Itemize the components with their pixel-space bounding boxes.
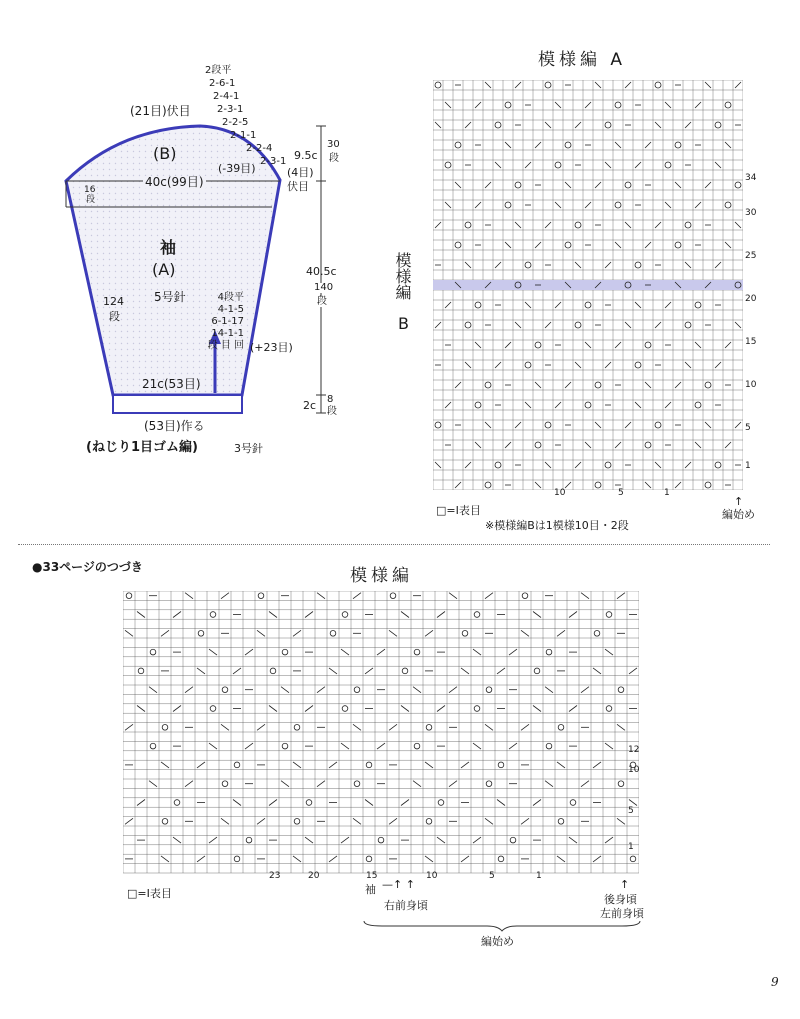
col-number: 20 [308,871,320,881]
body-height-c: 40.5c [306,265,337,278]
highlight-band [433,280,743,290]
cap-height-unit: 段 [329,153,339,164]
page-number: 9 [771,975,779,989]
cap-shaping-6: 2-2-4 [246,143,273,154]
row-number: 5 [745,423,751,433]
right-bindoff: (-39目) [218,162,256,175]
right-bindoff-stitches: (4目) [287,166,314,179]
col-number: 1 [536,871,542,881]
sleeve-name-b: (B) [153,144,177,163]
row-number: 25 [745,251,757,261]
inc-shaping-3: 14-1-1 [211,328,244,339]
row-number: 15 [745,337,757,347]
row-number: 10 [745,380,757,390]
row-number: 30 [745,208,757,218]
body-height-unit: 段 [317,296,327,307]
row-number: 5 [628,806,634,816]
main-legend: □=Ⅰ表目 [127,887,172,900]
cap-shaping-0: 2段平 [205,65,232,76]
top-width: 40c(99目) [145,175,204,189]
inc-shaping-2: 6-1-17 [211,316,244,327]
stitch-symbols [125,593,640,862]
col-number: 5 [618,488,624,498]
chart-a-side-label: 模様編 [393,252,412,300]
increase-shaping [198,292,244,352]
rib-height-unit: 段 [327,406,337,417]
chart-a-start-arrow: ↑ [734,495,744,508]
bottom-width: 21c(53目) [142,377,201,391]
main-chart-svg [123,591,639,875]
rib-height-rows: 8 [327,394,334,405]
cap-shaping-4: 2-2-5 [222,117,249,128]
chart-a-title: 模様編 A [538,50,627,70]
sleeve-name-a: (A) [152,260,176,279]
body-height-rows: 140 [314,282,334,293]
chart-a-note: ※模様編Bは1模様10目・2段 [485,519,629,532]
rib-height-c: 2c [303,399,317,412]
label-right-front: 右前身頃 [384,899,428,912]
row-number: 10 [628,765,640,775]
section-label: ●33ページのつづき [32,560,143,574]
col-number: 15 [366,871,378,881]
inc-shaping-1: 4-1-5 [217,304,244,315]
chart-a-grid [433,80,743,490]
label-back: 後身頃 [604,893,637,906]
label-sleeve-arrows: —↑ ↑ [382,878,415,891]
bindoff-label: 伏目 [287,180,309,193]
rib-needle: 3号針 [234,442,263,455]
rib-band [113,395,242,413]
main-chart-title: 模様編 [350,566,413,586]
sleeve-diagram [0,0,400,470]
inc-shaping-0: 4段平 [217,292,244,303]
cast-on: (53目)作る [144,419,205,433]
col-number: 23 [269,871,281,881]
cap-height-c: 9.5c [294,149,318,162]
chart-a-legend: □=Ⅰ表目 [436,504,481,517]
chart-a-svg [433,80,743,490]
cap-shaping-5: 2-1-1 [230,130,257,141]
col-number: 10 [426,871,438,881]
col-number: 10 [554,488,566,498]
row-number: 20 [745,294,757,304]
sleeve-name-kanji: 袖 [160,238,177,257]
label-left-front: 左前身頃 [600,907,644,920]
chart-a-side-label-b: B [398,314,409,333]
rib-name: (ねじり1目ゴム編) [86,440,198,455]
cap-height-rows: 30 [327,139,340,150]
section-divider [18,544,770,545]
inc-shaping-4: 段 目 回 [207,340,244,351]
cap-shaping-3: 2-3-1 [217,104,244,115]
col-number: 5 [489,871,495,881]
chart-a-start-label: 編始め [722,508,755,521]
main-chart-grid [123,591,639,875]
increase-total: (+23目) [250,341,293,354]
sleeve-shape [0,0,400,470]
start-brace [362,919,642,933]
side-rows: 16 [84,185,96,195]
row-number: 1 [628,842,634,852]
top-stitches: (21目)伏目 [130,104,191,118]
row-number: 12 [628,745,640,755]
main-start-label: 編始め [481,935,514,948]
row-number: 34 [745,173,757,183]
label-back-arrow: ↑ [620,878,630,891]
left-rows: 124 [103,295,124,308]
cap-shaping-1: 2-6-1 [209,78,236,89]
row-number: 1 [745,461,751,471]
col-number: 1 [664,488,670,498]
label-sleeve: 袖 [365,883,376,896]
side-rows-unit: 段 [86,195,96,205]
left-rows-unit: 段 [109,310,120,323]
cap-shaping-2: 2-4-1 [213,91,240,102]
needle-main: 5号針 [154,290,186,304]
cap-shaping-7: 2-3-1 [260,156,287,167]
